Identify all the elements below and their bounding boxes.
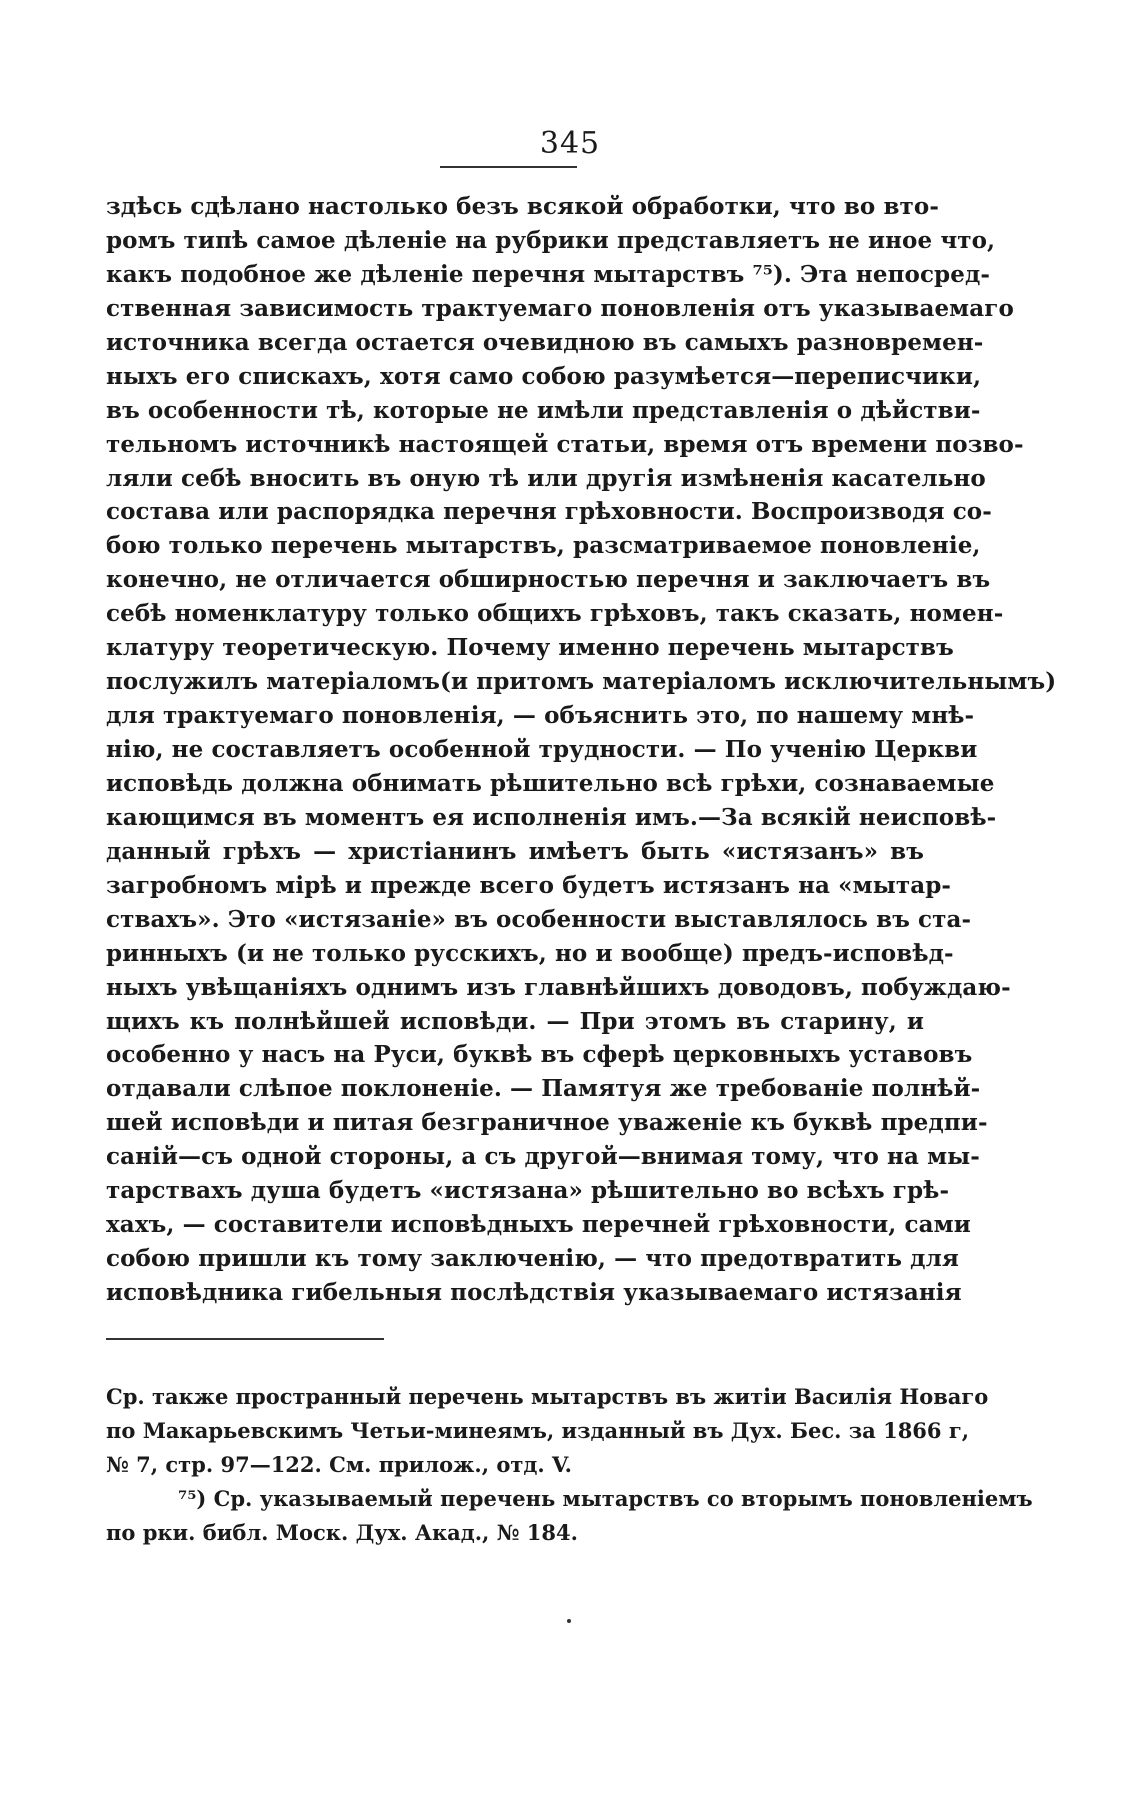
footnote-line: по Макарьевскимъ Четьи-минеямъ, изданный въ Дух. Бес. за 1866 г, bbox=[106, 1418, 970, 1443]
stray-dot-mark bbox=[567, 1619, 571, 1623]
text-line: здѣсь сдѣлано настолько безъ всякой обработки, что во вто- bbox=[106, 193, 939, 220]
text-line: тарствахъ душа будетъ «истязана» рѣшительно во всѣхъ грѣ- bbox=[106, 1177, 950, 1205]
footnote-line: ⁷⁵) Ср. указываемый перечень мытарствъ со вторымъ поновленіемъ bbox=[178, 1486, 1033, 1511]
text-line: состава или распорядка перечня грѣховности. Воспроизводя со- bbox=[106, 498, 992, 526]
page-number-rule bbox=[440, 166, 577, 168]
text-line: загробномъ мірѣ и прежде всего будетъ истязанъ на «мытар- bbox=[106, 871, 952, 899]
text-line: ственная зависимость трактуемаго поновленія отъ указываемаго bbox=[106, 294, 1014, 322]
text-line: бою только перечень мытарствъ, разсматриваемое поновленіе, bbox=[106, 532, 981, 560]
text-line: тельномъ источникѣ настоящей статьи, время отъ времени позво- bbox=[106, 430, 1024, 458]
text-line: ромъ типѣ самое дѣленіе на рубрики представляетъ не иное что, bbox=[106, 226, 996, 254]
footnote-line: по рки. библ. Моск. Дух. Акад., № 184. bbox=[106, 1520, 578, 1545]
text-line: ствахъ». Это «истязаніе» въ особенности выставлялось въ ста- bbox=[106, 905, 972, 933]
text-line: нію, не составляетъ особенной трудности. — По ученію Церкви bbox=[106, 736, 978, 763]
text-line: конечно, не отличается обширностью перечня и заключаетъ въ bbox=[106, 566, 991, 594]
body-text bbox=[106, 190, 1057, 1310]
text-line: ринныхъ (и не только русскихъ, но и вообще) предъ-исповѣд- bbox=[106, 939, 954, 967]
text-line: исповѣдника гибельныя послѣдствія указываемаго истязанія bbox=[106, 1279, 962, 1306]
footnote-line: № 7, стр. 97—122. См. прилож., отд. V. bbox=[106, 1452, 572, 1477]
text-line: особенно у насъ на Руси, буквѣ въ сферѣ церковныхъ уставовъ bbox=[106, 1041, 973, 1069]
text-line: отдавали слѣпое поклоненіе. — Памятуя же требованіе полнѣй- bbox=[106, 1075, 981, 1103]
text-line: источника всегда остается очевидною въ самыхъ разновремен- bbox=[106, 328, 984, 356]
footnote-separator bbox=[106, 1338, 384, 1340]
text-line: для трактуемаго поновленія, — объяснить это, по нашему мнѣ- bbox=[106, 702, 975, 730]
footnotes bbox=[106, 1380, 1033, 1550]
text-line: саній—съ одной стороны, а съ другой—внимая тому, что на мы- bbox=[106, 1143, 980, 1171]
text-line: ныхъ его спискахъ, хотя само собою разумѣется—переписчики, bbox=[106, 362, 982, 390]
text-line: въ особенности тѣ, которые не имѣли представленія о дѣйстви- bbox=[106, 396, 981, 424]
text-line: щихъ къ полнѣйшей исповѣди. — При этомъ въ старину, и bbox=[106, 1007, 924, 1035]
text-line: какъ подобное же дѣленіе перечня мытарствъ ⁷⁵). Эта непосред- bbox=[106, 260, 991, 288]
text-line: ныхъ увѣщаніяхъ однимъ изъ главнѣйшихъ доводовъ, побуждаю- bbox=[106, 973, 1011, 1001]
page-number: 345 bbox=[539, 126, 601, 161]
text-line: собою пришли къ тому заключенію, — что предотвратить для bbox=[106, 1245, 959, 1273]
text-line: кающимся въ моментъ ея исполненія имъ.—За всякій неисповѣ- bbox=[106, 803, 997, 831]
text-line: данный грѣхъ — христіанинъ имѣетъ быть «истязанъ» въ bbox=[106, 837, 924, 865]
text-line: шей исповѣди и питая безграничное уваженіе къ буквѣ предпи- bbox=[106, 1109, 988, 1137]
text-line: послужилъ матеріаломъ(и притомъ матеріаломъ исключительнымъ) bbox=[106, 668, 1057, 696]
text-line: ляли себѣ вносить въ оную тѣ или другія измѣненія касательно bbox=[106, 464, 986, 492]
text-line: клатуру теоретическую. Почему именно перечень мытарствъ bbox=[106, 634, 954, 662]
text-line: исповѣдь должна обнимать рѣшительно всѣ грѣхи, сознаваемые bbox=[106, 769, 995, 797]
footnote-line: Ср. также пространный перечень мытарствъ въ житіи Василія Новаго bbox=[106, 1384, 989, 1409]
text-line: себѣ номенклатуру только общихъ грѣховъ, такъ сказать, номен- bbox=[106, 600, 1004, 628]
text-line: хахъ, — составители исповѣдныхъ перечней грѣховности, сами bbox=[106, 1211, 971, 1239]
